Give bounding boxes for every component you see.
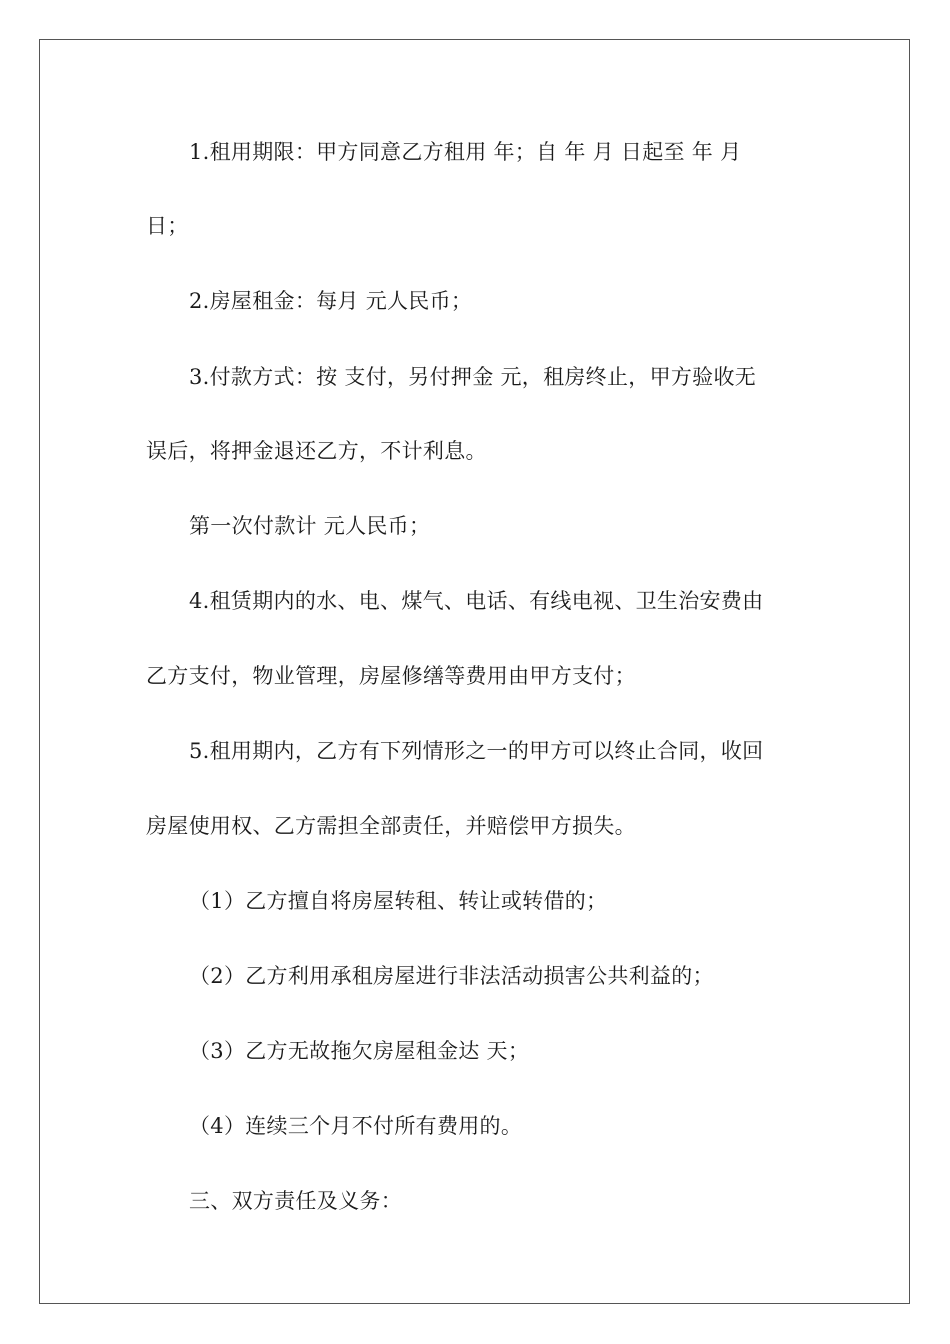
termination-case-4: （4）连续三个月不付所有费用的。 <box>189 1114 523 1138</box>
clause-4-fees-line-1: 4.租赁期内的水、电、煤气、电话、有线电视、卫生治安费由 <box>189 589 764 613</box>
clause-3-payment-line-1: 3.付款方式：按 支付，另付押金 元，租房终止，甲方验收无 <box>189 365 757 389</box>
clause-1-term-line-2: 日； <box>146 214 189 238</box>
termination-case-3: （3）乙方无故拖欠房屋租金达 天； <box>189 1039 530 1063</box>
first-payment: 第一次付款计 元人民币； <box>189 514 431 538</box>
clause-2-rent: 2.房屋租金：每月 元人民币； <box>189 289 473 313</box>
termination-case-2: （2）乙方利用承租房屋进行非法活动损害公共利益的； <box>189 964 714 988</box>
clause-1-term-line-1: 1.租用期限：甲方同意乙方租用 年；自 年 月 日起至 年 月 <box>189 140 742 164</box>
clause-5-termination-line-1: 5.租用期内，乙方有下列情形之一的甲方可以终止合同，收回 <box>189 739 764 763</box>
clause-5-termination-line-2: 房屋使用权、乙方需担全部责任，并赔偿甲方损失。 <box>146 814 636 838</box>
section-3-heading: 三、双方责任及义务： <box>189 1189 402 1213</box>
clause-4-fees-line-2: 乙方支付，物业管理，房屋修缮等费用由甲方支付； <box>146 664 636 688</box>
termination-case-1: （1）乙方擅自将房屋转租、转让或转借的； <box>189 889 608 913</box>
clause-3-payment-line-2: 误后，将押金退还乙方，不计利息。 <box>146 439 487 463</box>
